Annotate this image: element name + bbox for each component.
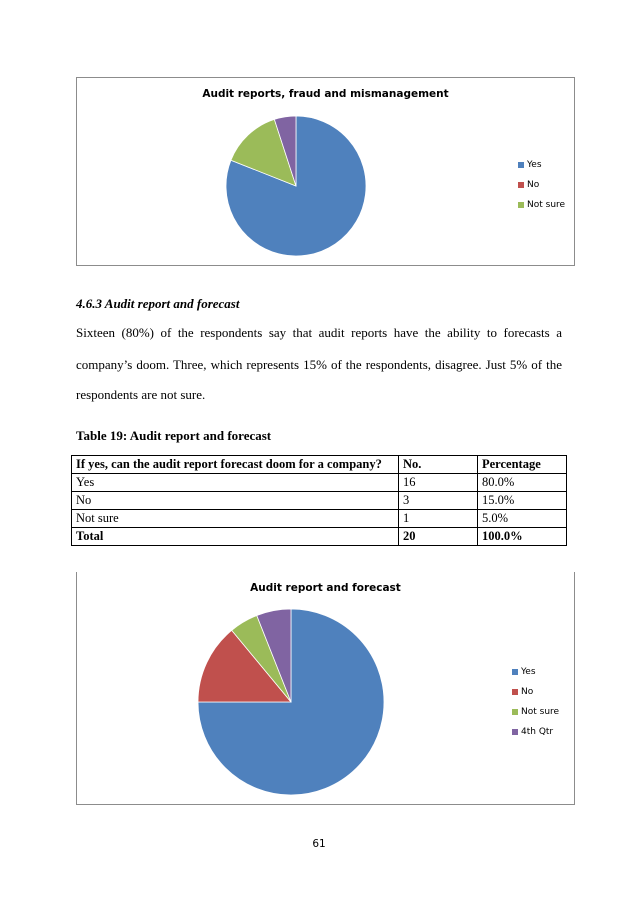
chart-title: Audit reports, fraud and mismanagement: [202, 88, 449, 100]
table-cell: 100.0%: [478, 528, 567, 546]
legend-item: [518, 199, 565, 211]
table-cell: 20: [399, 528, 478, 546]
chart-title: Audit report and forecast: [250, 582, 401, 594]
data-table: [71, 455, 567, 546]
legend-swatch: [512, 669, 518, 675]
table-cell: 3: [399, 492, 478, 510]
table-row: [72, 492, 567, 510]
table-total-row: [72, 528, 567, 546]
legend-swatch: [518, 182, 524, 188]
legend-item: [512, 706, 559, 718]
legend-item: [518, 159, 565, 171]
table-cell: Yes: [72, 474, 399, 492]
legend-label: Not sure: [527, 200, 566, 210]
chart-fraud-mismanagement: [76, 77, 575, 266]
legend-swatch: [518, 162, 524, 168]
legend-label: Not sure: [521, 707, 560, 717]
paragraph-line: Sixteen (80%) of the respondents say that audit reports have the ability to forecasts a: [76, 325, 562, 340]
table-cell: 80.0%: [478, 474, 567, 492]
legend-item: [512, 686, 559, 698]
legend-swatch: [512, 689, 518, 695]
chart-report-forecast: [76, 572, 575, 805]
legend-item: [512, 666, 559, 678]
chart-legend: [518, 159, 565, 219]
header-cell: Percentage: [478, 456, 567, 474]
legend-label: Yes: [521, 667, 536, 677]
table-row: [72, 474, 567, 492]
section-heading: 4.6.3 Audit report and forecast: [76, 296, 240, 311]
chart-legend: [512, 666, 559, 746]
table-cell: Not sure: [72, 510, 399, 528]
legend-swatch: [512, 729, 518, 735]
legend-label: No: [527, 180, 540, 190]
table-cell: Total: [72, 528, 399, 546]
pie-chart: [77, 78, 576, 267]
pie-chart: [77, 572, 576, 805]
header-cell: No.: [399, 456, 478, 474]
legend-item: [518, 179, 565, 191]
legend-label: 4th Qtr: [521, 727, 554, 737]
paragraph-line: respondents are not sure.: [76, 387, 206, 402]
legend-swatch: [518, 202, 524, 208]
legend-label: No: [521, 687, 534, 697]
table-cell: 16: [399, 474, 478, 492]
legend-item: [512, 726, 559, 738]
table-header-row: [72, 456, 567, 474]
page-number: 61: [312, 838, 326, 850]
table-row: [72, 510, 567, 528]
legend-swatch: [512, 709, 518, 715]
table-cell: 5.0%: [478, 510, 567, 528]
table-caption: Table 19: Audit report and forecast: [76, 428, 272, 443]
table-cell: 1: [399, 510, 478, 528]
header-cell: If yes, can the audit report forecast doom for a company?: [72, 456, 399, 474]
paragraph-line: company’s doom. Three, which represents 15% of the respondents, disagree. Just 5% of the: [76, 357, 562, 372]
table-cell: 15.0%: [478, 492, 567, 510]
legend-label: Yes: [527, 160, 542, 170]
table-cell: No: [72, 492, 399, 510]
